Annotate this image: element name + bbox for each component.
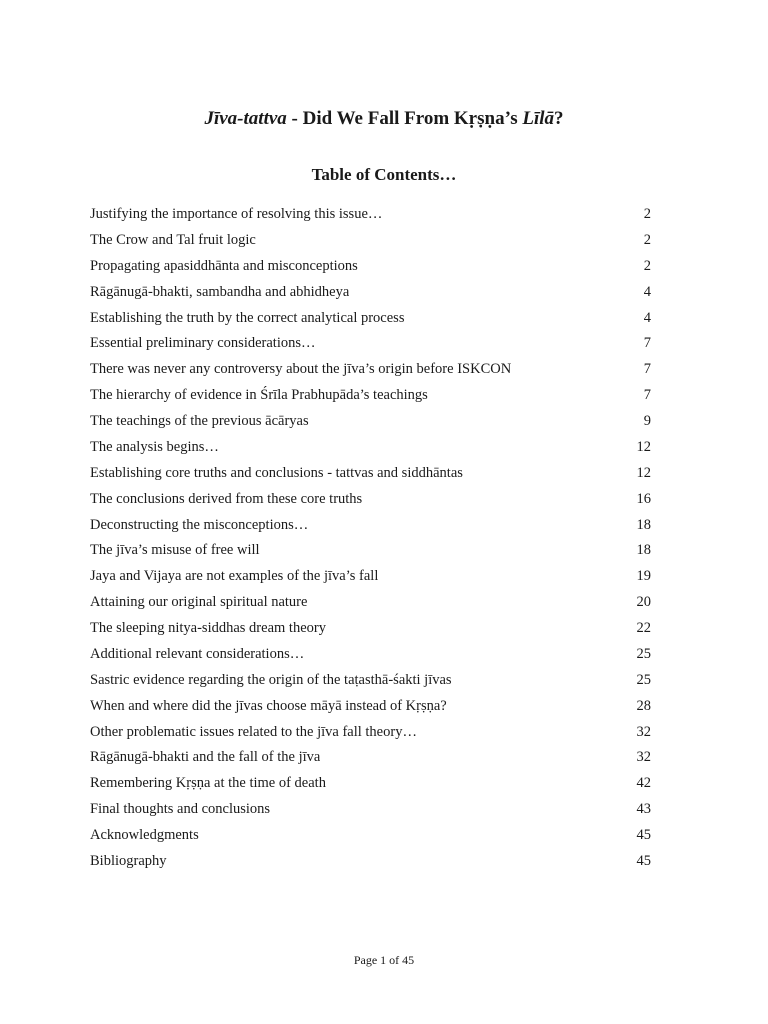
toc-entry-title: Sastric evidence regarding the origin of the taṭasthā-śakti jīvas (90, 671, 452, 688)
toc-entry-title: Attaining our original spiritual nature (90, 594, 308, 611)
toc-entry-page-number: 7 (643, 335, 651, 352)
toc-entry-title: Rāgānugā-bhakti and the fall of the jīva (90, 749, 321, 766)
toc-entry[interactable] (90, 487, 651, 513)
toc-entry[interactable] (90, 538, 651, 564)
toc-entry-page-number: 32 (636, 723, 651, 740)
toc-entry[interactable] (90, 668, 651, 694)
toc-entry-page-number: 19 (636, 568, 651, 585)
toc-entry-title: Propagating apasiddhānta and misconceptions (90, 257, 358, 274)
toc-entry-page-number: 7 (643, 361, 651, 378)
toc-entry-title: There was never any controversy about the jīva’s origin before ISKCON (90, 361, 512, 378)
toc-entry-page-number: 2 (643, 231, 651, 248)
toc-entry-title: The conclusions derived from these core truths (90, 490, 363, 507)
toc-entry-title: Rāgānugā-bhakti, sambandha and abhidheya (90, 283, 350, 300)
toc-entry[interactable] (90, 280, 651, 306)
toc-entry-title: Acknowledgments (90, 827, 199, 843)
toc-entry-title: When and where did the jīvas choose māyā instead of Kṛṣṇa? (90, 697, 447, 714)
toc-entry[interactable] (90, 306, 651, 332)
toc-entry[interactable] (90, 564, 651, 590)
toc-entry-page-number: 32 (636, 749, 651, 766)
toc-entry[interactable] (90, 435, 651, 461)
document-title (0, 106, 768, 132)
title-jiva-tattva: Jīva-tattva (204, 107, 287, 129)
toc-entry-page-number: 2 (643, 206, 651, 222)
toc-entry-page-number: 22 (636, 620, 651, 636)
toc-entry-page-number: 9 (643, 413, 651, 429)
toc-entry-page-number: 4 (643, 283, 651, 300)
toc-entry[interactable] (90, 694, 651, 720)
toc-entry[interactable] (90, 771, 651, 797)
toc-entry-title: Final thoughts and conclusions (90, 801, 271, 818)
toc-entry[interactable] (90, 461, 651, 487)
toc-entry-title: Other problematic issues related to the jīva fall theory… (90, 723, 417, 740)
toc-heading: Table of Contents… (311, 165, 457, 184)
toc-entry-title: The teachings of the previous ācāryas (90, 413, 309, 429)
toc-entry-page-number: 7 (643, 387, 651, 404)
toc-entry[interactable] (90, 797, 651, 823)
toc-entry-page-number: 45 (636, 827, 651, 843)
toc-entry[interactable] (90, 383, 651, 409)
toc-entry-page-number: 20 (636, 594, 651, 611)
toc-entry-title: Bibliography (90, 852, 167, 869)
toc-entry-title: The analysis begins… (90, 438, 219, 455)
title-lila: Līlā (522, 107, 555, 129)
toc-entry-title: Essential preliminary considerations… (90, 335, 316, 352)
toc-entry-page-number: 12 (636, 464, 651, 481)
toc-entry[interactable] (90, 745, 651, 771)
toc-entry-page-number: 18 (636, 542, 651, 559)
toc-entry[interactable] (90, 357, 651, 383)
toc-entry-page-number: 16 (636, 490, 651, 507)
toc-entry-title: Establishing core truths and conclusions - tattvas and siddhāntas (90, 464, 463, 481)
toc-entry[interactable] (90, 254, 651, 280)
toc-entry[interactable] (90, 228, 651, 254)
toc-entry-title: The hierarchy of evidence in Śrīla Prabhupāda’s teachings (90, 387, 428, 404)
toc-entry-title: Deconstructing the misconceptions… (90, 516, 309, 533)
toc-entry-title: Justifying the importance of resolving this issue… (90, 206, 383, 222)
toc-entry-page-number: 2 (643, 257, 651, 274)
toc-entry-title: Additional relevant considerations… (90, 645, 305, 662)
toc-entry[interactable] (90, 720, 651, 746)
toc-entry[interactable] (90, 616, 651, 642)
toc-entry-title: Establishing the truth by the correct analytical process (90, 309, 405, 326)
toc-entry-page-number: 25 (636, 645, 651, 662)
toc-entry-title: The sleeping nitya-siddhas dream theory (90, 620, 326, 636)
toc-entry[interactable] (90, 590, 651, 616)
toc-entry[interactable] (90, 513, 651, 539)
toc-entry[interactable] (90, 331, 651, 357)
page-number-footer: Page 1 of 45 (353, 953, 415, 967)
toc-entry-title: Remembering Kṛṣṇa at the time of death (90, 775, 326, 792)
toc-entry-page-number: 4 (643, 309, 651, 326)
toc-entry-page-number: 18 (636, 516, 651, 533)
toc-entry[interactable] (90, 202, 651, 228)
toc-entry[interactable] (90, 409, 651, 435)
toc-entry-page-number: 25 (636, 671, 651, 688)
toc-entry[interactable] (90, 823, 651, 849)
title-question-mark: ? (554, 107, 564, 129)
toc-entry-page-number: 45 (636, 852, 651, 869)
toc-entry-title: The Crow and Tal fruit logic (90, 231, 256, 248)
toc-entry-page-number: 12 (636, 438, 651, 455)
title-main-text: - Did We Fall From Kṛṣṇa’s (286, 107, 523, 129)
toc-entry-title: The jīva’s misuse of free will (90, 542, 260, 559)
table-of-contents (90, 202, 651, 875)
toc-entry-page-number: 42 (636, 775, 651, 792)
toc-entry[interactable] (90, 642, 651, 668)
toc-entry-page-number: 43 (636, 801, 651, 818)
toc-entry-page-number: 28 (636, 697, 651, 714)
toc-entry-title: Jaya and Vijaya are not examples of the jīva’s fall (90, 568, 379, 585)
toc-entry[interactable] (90, 849, 651, 875)
